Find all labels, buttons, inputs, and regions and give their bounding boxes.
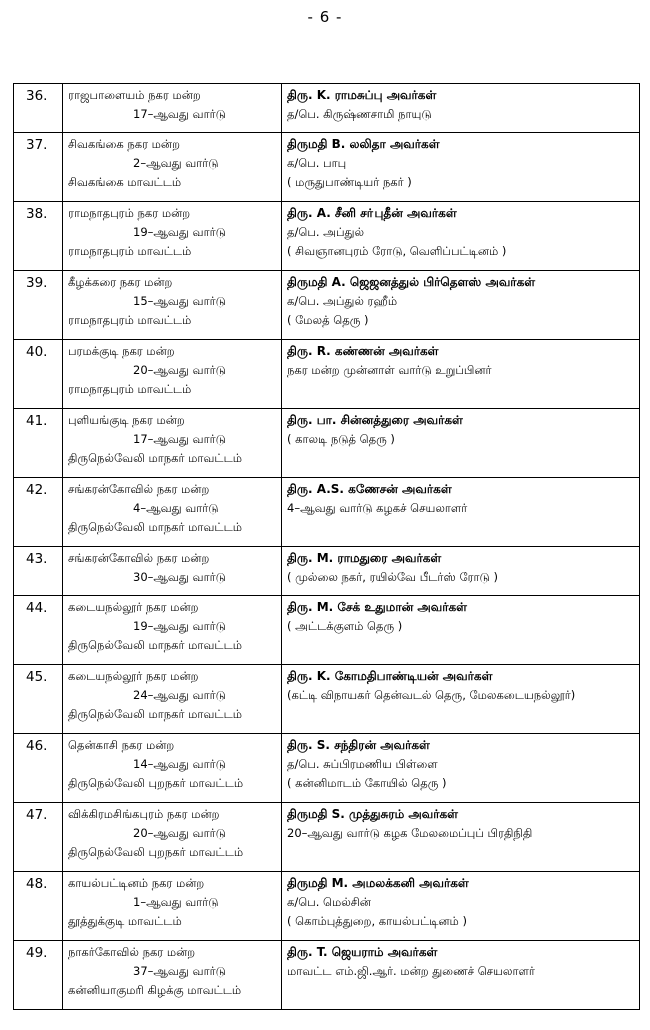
- candidate-detail: ( காலடி நடுத் தெரு ): [287, 432, 395, 446]
- candidate-detail: 4–ஆவது வார்டு கழகச் செயலாளர்: [287, 501, 468, 515]
- candidate-name: திருமதி S. முத்துசுரம் அவர்கள்: [287, 807, 458, 821]
- table-row: [14, 872, 640, 941]
- district-name: ராமநாதபுரம் மாவட்டம்: [68, 382, 192, 396]
- table-row: [14, 665, 640, 734]
- candidate-name: திருமதி A. ஜெஜனத்துல் பிர்தௌஸ் அவர்கள்: [287, 275, 536, 289]
- constituency-cell: [63, 734, 282, 803]
- serial-number: 45.: [14, 665, 63, 734]
- table-row: [14, 133, 640, 202]
- council-name: கடையநல்லூர் நகர மன்ற: [68, 669, 199, 683]
- candidate-cell: [282, 665, 640, 734]
- candidate-name: திரு. R. கண்ணன் அவர்கள்: [287, 344, 439, 358]
- council-name: ராமநாதபுரம் நகர மன்ற: [68, 206, 191, 220]
- ward-number: 14–ஆவது வார்டு: [133, 757, 226, 771]
- council-name: கீழக்கரை நகர மன்ற: [68, 275, 173, 289]
- ward-number: 1–ஆவது வார்டு: [133, 895, 219, 909]
- serial-number: 41.: [14, 409, 63, 478]
- district-name: திருநெல்வேலி மாநகர் மாவட்டம்: [68, 638, 242, 652]
- ward-number: 20–ஆவது வார்டு: [133, 826, 226, 840]
- serial-number: 38.: [14, 202, 63, 271]
- candidate-detail: ( சிவஞானபுரம் ரோடு, வெளிப்பட்டினம் ): [287, 244, 507, 258]
- candidate-detail: ( முல்லை நகர், ரயில்வே பீடர்ஸ் ரோடு ): [287, 570, 498, 584]
- candidate-detail: நகர மன்ற முன்னாள் வார்டு உறுப்பினர்: [287, 363, 492, 377]
- district-name: ராமநாதபுரம் மாவட்டம்: [68, 313, 192, 327]
- table-row: [14, 409, 640, 478]
- serial-number: 40.: [14, 340, 63, 409]
- candidate-detail: ( கன்னிமாடம் கோயில் தெரு ): [287, 776, 447, 790]
- constituency-cell: [63, 941, 282, 1010]
- candidate-detail: ( மேலத் தெரு ): [287, 313, 369, 327]
- ward-number: 19–ஆவது வார்டு: [133, 619, 226, 633]
- candidate-cell: [282, 409, 640, 478]
- candidate-detail: த/பெ. சுப்பிரமணிய பிள்ளை: [287, 757, 438, 771]
- constituency-cell: [63, 478, 282, 547]
- candidate-cell: [282, 202, 640, 271]
- council-name: பரமக்குடி நகர மன்ற: [68, 344, 175, 358]
- council-name: தென்காசி நகர மன்ற: [68, 738, 175, 752]
- serial-number: 44.: [14, 596, 63, 665]
- candidate-table: [13, 83, 640, 1010]
- table-row: [14, 941, 640, 1010]
- table-row: [14, 596, 640, 665]
- district-name: தூத்துக்குடி மாவட்டம்: [68, 914, 182, 928]
- council-name: நாகர்கோவில் நகர மன்ற: [68, 945, 196, 959]
- candidate-name: திரு. K. ராமசுப்பு அவர்கள்: [287, 88, 437, 102]
- district-name: சிவகங்கை மாவட்டம்: [68, 175, 182, 189]
- table-row: [14, 340, 640, 409]
- council-name: காயல்பட்டினம் நகர மன்ற: [68, 876, 205, 890]
- district-name: திருநெல்வேலி மாநகர் மாவட்டம்: [68, 520, 242, 534]
- district-name: கன்னியாகுமரி கிழக்கு மாவட்டம்: [68, 983, 242, 997]
- ward-number: 17–ஆவது வார்டு: [133, 107, 226, 121]
- constituency-cell: [63, 596, 282, 665]
- candidate-cell: [282, 340, 640, 409]
- council-name: சங்கரன்கோவில் நகர மன்ற: [68, 551, 210, 565]
- candidate-detail: 20–ஆவது வார்டு கழக மேலமைப்புப் பிரதிநிதி: [287, 826, 533, 840]
- table-row: [14, 734, 640, 803]
- table-row: [14, 202, 640, 271]
- council-name: கடையநல்லூர் நகர மன்ற: [68, 600, 199, 614]
- constituency-cell: [63, 202, 282, 271]
- council-name: ராஜபாளையம் நகர மன்ற: [68, 88, 201, 102]
- constituency-cell: [63, 340, 282, 409]
- constituency-cell: [63, 271, 282, 340]
- serial-number: 48.: [14, 872, 63, 941]
- ward-number: 19–ஆவது வார்டு: [133, 225, 226, 239]
- candidate-cell: [282, 547, 640, 596]
- constituency-cell: [63, 133, 282, 202]
- constituency-cell: [63, 409, 282, 478]
- candidate-name: திரு. M. ராமதுரை அவர்கள்: [287, 551, 442, 565]
- serial-number: 36.: [14, 84, 63, 133]
- candidate-name: திரு. S. சந்திரன் அவர்கள்: [287, 738, 430, 752]
- candidate-detail: க/பெ. அப்துல் ரஹீம்: [287, 294, 398, 308]
- constituency-cell: [63, 872, 282, 941]
- district-name: ராமநாதபுரம் மாவட்டம்: [68, 244, 192, 258]
- candidate-cell: [282, 133, 640, 202]
- candidate-detail: க/பெ. பாபு: [287, 156, 347, 170]
- candidate-detail: (கட்டி விநாயகர் தென்வடல் தெரு, மேலகடையநல்லூர்): [287, 688, 576, 702]
- constituency-cell: [63, 803, 282, 872]
- candidate-detail: க/பெ. மெல்சின்: [287, 895, 371, 909]
- candidate-name: திருமதி M. அமலக்கனி அவர்கள்: [287, 876, 469, 890]
- serial-number: 49.: [14, 941, 63, 1010]
- serial-number: 43.: [14, 547, 63, 596]
- candidate-detail: ( மருதுபாண்டியர் நகர் ): [287, 175, 412, 189]
- council-name: சங்கரன்கோவில் நகர மன்ற: [68, 482, 210, 496]
- constituency-cell: [63, 547, 282, 596]
- district-name: திருநெல்வேலி புறநகர் மாவட்டம்: [68, 776, 244, 790]
- ward-number: 17–ஆவது வார்டு: [133, 432, 226, 446]
- candidate-detail: ( அட்டக்குளம் தெரு ): [287, 619, 403, 633]
- ward-number: 37–ஆவது வார்டு: [133, 964, 226, 978]
- candidate-name: திரு. பா. சின்னத்துரை அவர்கள்: [287, 413, 463, 427]
- candidate-name: திரு. T. ஜெயராம் அவர்கள்: [287, 945, 438, 959]
- candidate-cell: [282, 941, 640, 1010]
- district-name: திருநெல்வேலி புறநகர் மாவட்டம்: [68, 845, 244, 859]
- candidate-cell: [282, 803, 640, 872]
- ward-number: 24–ஆவது வார்டு: [133, 688, 226, 702]
- candidate-table-body: [14, 84, 640, 1010]
- candidate-cell: [282, 271, 640, 340]
- page-number: - 6 -: [307, 8, 343, 26]
- serial-number: 46.: [14, 734, 63, 803]
- district-name: திருநெல்வேலி மாநகர் மாவட்டம்: [68, 707, 242, 721]
- table-row: [14, 547, 640, 596]
- candidate-cell: [282, 596, 640, 665]
- candidate-detail: ( கொம்புத்துறை, காயல்பட்டினம் ): [287, 914, 467, 928]
- council-name: புளியங்குடி நகர மன்ற: [68, 413, 185, 427]
- candidate-detail: மாவட்ட எம்.ஜி.ஆர். மன்ற துணைச் செயலாளர்: [287, 964, 535, 978]
- ward-number: 2–ஆவது வார்டு: [133, 156, 219, 170]
- council-name: விக்கிரமசிங்கபுரம் நகர மன்ற: [68, 807, 220, 821]
- candidate-name: திருமதி B. லலிதா அவர்கள்: [287, 137, 440, 151]
- candidate-cell: [282, 872, 640, 941]
- candidate-detail: த/பெ. கிருஷ்ணசாமி நாயுடு: [287, 107, 432, 121]
- candidate-name: திரு. A. சீனி சா்புதீன் அவர்கள்: [287, 206, 457, 220]
- district-name: திருநெல்வேலி மாநகர் மாவட்டம்: [68, 451, 242, 465]
- ward-number: 15–ஆவது வார்டு: [133, 294, 226, 308]
- serial-number: 47.: [14, 803, 63, 872]
- candidate-name: திரு. M. சேக் உதுமான் அவர்கள்: [287, 600, 468, 614]
- ward-number: 20–ஆவது வார்டு: [133, 363, 226, 377]
- candidate-detail: த/பெ. அப்துல்: [287, 225, 365, 239]
- candidate-name: திரு. K. கோமதிபாண்டியன் அவர்கள்: [287, 669, 493, 683]
- serial-number: 39.: [14, 271, 63, 340]
- constituency-cell: [63, 84, 282, 133]
- candidate-cell: [282, 84, 640, 133]
- ward-number: 4–ஆவது வார்டு: [133, 501, 219, 515]
- candidate-cell: [282, 478, 640, 547]
- table-row: [14, 84, 640, 133]
- candidate-name: திரு. A.S. கணேசன் அவர்கள்: [287, 482, 452, 496]
- serial-number: 37.: [14, 133, 63, 202]
- table-row: [14, 271, 640, 340]
- serial-number: 42.: [14, 478, 63, 547]
- candidate-cell: [282, 734, 640, 803]
- table-row: [14, 478, 640, 547]
- table-row: [14, 803, 640, 872]
- council-name: சிவகங்கை நகர மன்ற: [68, 137, 180, 151]
- constituency-cell: [63, 665, 282, 734]
- ward-number: 30–ஆவது வார்டு: [133, 570, 226, 584]
